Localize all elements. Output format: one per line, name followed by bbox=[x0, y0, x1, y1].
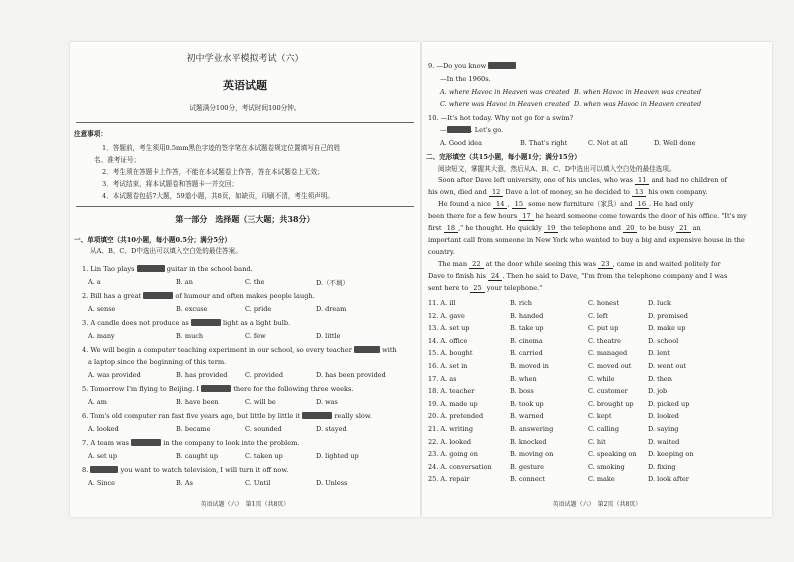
cloze-option[interactable]: B. rich bbox=[510, 299, 532, 307]
exam-header-title: 初中学业水平模拟考试（六） bbox=[186, 54, 304, 64]
option[interactable]: C. few bbox=[245, 332, 266, 340]
cloze-option-first[interactable]: 25. A. repair bbox=[428, 475, 470, 484]
question-text: — bbox=[440, 126, 447, 134]
option[interactable]: D. has been provided bbox=[316, 371, 386, 379]
option[interactable]: B. has provided bbox=[176, 371, 228, 379]
cloze-blank-number: 13 bbox=[632, 188, 646, 197]
cloze-option[interactable]: C. make bbox=[588, 475, 615, 484]
passage-text: , bbox=[507, 200, 512, 208]
cloze-option[interactable]: B. take up bbox=[510, 324, 544, 333]
passage-line bbox=[438, 260, 721, 269]
option[interactable]: C. taken up bbox=[245, 452, 283, 460]
cloze-blank-number: 14 bbox=[493, 200, 507, 209]
cloze-option[interactable]: B. moving on bbox=[510, 450, 554, 459]
question-text: 5. Tomorrow I'm flying to Beijing. I bbox=[82, 385, 200, 393]
question-text: with bbox=[382, 346, 397, 354]
cloze-blank-number: 12 bbox=[489, 188, 503, 197]
option[interactable]: D. lighted up bbox=[316, 452, 359, 460]
cloze-instruction: 阅读短文，掌握其大意，然后从A、B、C、D中选出可以填入空白处的最佳选项。 bbox=[438, 165, 676, 173]
passage-text: he heard someone come towards the door of his office. "It's my bbox=[533, 212, 747, 220]
cloze-option[interactable]: D. lent bbox=[648, 349, 670, 358]
question-text: 4. We will begin a computer teaching experiment in our school, so every teacher bbox=[82, 346, 352, 354]
question-text-continued: —In the 1960s. bbox=[440, 75, 491, 83]
redacted-answer-blank bbox=[447, 126, 471, 133]
passage-text: , came in and waited politely for bbox=[612, 260, 721, 268]
cloze-blank-number: 25 bbox=[470, 284, 484, 293]
cloze-blank-number: 24 bbox=[488, 272, 502, 281]
cloze-option[interactable]: C. put up bbox=[588, 324, 619, 333]
redacted-answer-blank bbox=[90, 466, 118, 473]
option[interactable]: A. am bbox=[88, 398, 107, 406]
divider bbox=[76, 122, 414, 123]
passage-text: at the door while seeing this was bbox=[483, 260, 599, 268]
passage-text: some new furniture（家具）and bbox=[526, 200, 635, 208]
cloze-option[interactable]: D. promised bbox=[648, 311, 688, 320]
cloze-option[interactable]: C. kept bbox=[588, 412, 612, 421]
cloze-option[interactable]: D. went out bbox=[648, 362, 687, 370]
passage-line bbox=[428, 212, 747, 221]
cloze-option[interactable]: C. speaking on bbox=[588, 450, 637, 459]
cloze-option-first[interactable]: 16. A. set in bbox=[428, 362, 468, 370]
cloze-blank-number: 18 bbox=[444, 224, 458, 233]
cloze-option-first[interactable]: 12. A. gave bbox=[428, 311, 465, 320]
page-footer: 英语试题（六） 第1页（共8页） bbox=[200, 501, 290, 508]
exam-page-2 bbox=[422, 42, 772, 517]
question-text: in the company to look into the problem. bbox=[163, 439, 300, 447]
question-text: of humour and often makes people laugh. bbox=[175, 292, 315, 300]
passage-text: the telephone and bbox=[558, 224, 624, 232]
passage-text: Dave to finish his bbox=[428, 272, 488, 280]
question-3 bbox=[82, 319, 290, 327]
passage-text: He found a nice bbox=[438, 200, 494, 208]
cloze-blank-number: 19 bbox=[544, 224, 558, 233]
question-text-continued: a laptop since the beginning of this term. bbox=[88, 358, 227, 366]
passage-text: your telephone." bbox=[484, 284, 543, 292]
option[interactable]: B. As bbox=[176, 479, 193, 487]
cloze-option[interactable]: B. carried bbox=[510, 349, 543, 358]
notice-line: 3．考试结束，将本试题卷和答题卡一并交回； bbox=[102, 180, 239, 188]
cloze-option[interactable]: B. cinema bbox=[510, 336, 543, 345]
question-text: really slow. bbox=[334, 412, 372, 420]
cloze-option-first[interactable]: 23. A. going on bbox=[428, 450, 478, 459]
cloze-option-first[interactable]: 22. A. looked bbox=[428, 437, 472, 446]
cloze-option[interactable]: D. school bbox=[648, 336, 679, 345]
passage-text: first bbox=[428, 224, 444, 232]
passage-text: been there for a few hours bbox=[428, 212, 520, 220]
cloze-blank-number: 20 bbox=[623, 224, 637, 233]
notice-line: 4．本试题卷包括7大题，59道小题，共8页，如缺页，印刷不清，考生须声明。 bbox=[102, 192, 334, 200]
question-8 bbox=[82, 466, 288, 474]
passage-text: Soon after Dave left university, one of his uncles, who was bbox=[438, 176, 636, 184]
option[interactable]: B. became bbox=[176, 425, 211, 433]
question-10-reply bbox=[440, 126, 503, 134]
cloze-option-first[interactable]: 21. A. writing bbox=[428, 425, 474, 433]
cloze-option[interactable]: D. look after bbox=[648, 475, 689, 484]
passage-line bbox=[428, 284, 542, 293]
cloze-option[interactable]: C. honest bbox=[588, 299, 619, 307]
notice-line: 2．考生须在答题卡上作答，不能在本试题卷上作答，答在本试题卷上无效； bbox=[102, 168, 324, 176]
redacted-answer-blank bbox=[137, 265, 165, 272]
question-text: 1. Lin Tao plays bbox=[82, 265, 135, 273]
passage-text: . He had only bbox=[649, 200, 694, 208]
passage-text: Dave a lot of money, so he decided to bbox=[503, 188, 632, 196]
option[interactable]: A. looked bbox=[88, 425, 119, 433]
option[interactable]: C. provided bbox=[245, 371, 283, 379]
passage-line bbox=[428, 248, 455, 256]
option[interactable]: B. when Havoc in Heaven was created bbox=[574, 88, 702, 96]
option[interactable]: B. excuse bbox=[176, 305, 208, 313]
passage-line bbox=[428, 224, 701, 233]
passage-line bbox=[428, 272, 727, 281]
cloze-option[interactable]: B. handed bbox=[510, 311, 544, 320]
option[interactable]: C. the bbox=[245, 278, 265, 286]
question-1 bbox=[82, 265, 253, 273]
cloze-option[interactable]: C. while bbox=[588, 374, 615, 383]
question-2 bbox=[82, 292, 315, 300]
question-text: 8. bbox=[82, 466, 89, 474]
passage-text: to be busy bbox=[637, 224, 677, 232]
cloze-blank-number: 23 bbox=[598, 260, 612, 269]
question-text: guitar in the school band. bbox=[166, 265, 253, 273]
question-text: 9. —Do you know bbox=[428, 62, 487, 70]
question-6 bbox=[82, 412, 372, 420]
redacted-answer-blank bbox=[302, 412, 332, 419]
option[interactable]: A. a bbox=[88, 278, 101, 286]
cloze-option[interactable]: D. waited bbox=[648, 437, 680, 446]
cloze-section-title: 二、完形填空（共15小题，每小题1分；满分15分） bbox=[426, 153, 581, 161]
cloze-option[interactable]: C. brought up bbox=[588, 399, 634, 408]
cloze-option[interactable]: D. looked bbox=[648, 412, 679, 421]
cloze-option[interactable]: D. job bbox=[648, 387, 668, 396]
option[interactable]: C. where was Havoc in Heaven created bbox=[440, 100, 570, 108]
passage-text: his own company. bbox=[646, 188, 708, 196]
cloze-option[interactable]: C. left bbox=[588, 311, 608, 320]
divider bbox=[76, 206, 414, 207]
cloze-option[interactable]: B. took up bbox=[510, 399, 544, 408]
redacted-answer-blank bbox=[131, 439, 161, 446]
passage-text: important call from someone in New York who wanted to buy a big and expensive house in the bbox=[428, 236, 745, 244]
cloze-option[interactable]: B. boss bbox=[510, 387, 534, 396]
question-text: . Let's go. bbox=[470, 126, 504, 134]
option[interactable]: A. Good idea bbox=[440, 139, 483, 147]
option[interactable]: A. where Havoc in Heaven was created bbox=[440, 88, 570, 96]
question-text: 6. Tom's old computer ran fast five years ago, but little by little it bbox=[82, 412, 301, 420]
section-instruction: 从A、B、C、D中选出可以填入空白处的最佳答案。 bbox=[90, 247, 242, 255]
option[interactable]: A. set up bbox=[88, 452, 118, 460]
cloze-option[interactable]: D. keeping on bbox=[648, 450, 694, 459]
section-title: 一、单项填空（共10小题，每小题0.5分；满分5分） bbox=[74, 236, 232, 244]
option[interactable]: A. many bbox=[88, 332, 115, 340]
question-text: 2. Bill has a great bbox=[82, 292, 142, 300]
passage-text: sent here to bbox=[428, 284, 471, 292]
passage-text: The man bbox=[438, 260, 470, 268]
option[interactable]: A. was provided bbox=[88, 371, 141, 379]
option[interactable]: C. pride bbox=[245, 305, 272, 313]
passage-text: country. bbox=[428, 248, 455, 256]
redacted-answer-blank bbox=[143, 292, 173, 299]
notice-title: 注意事项： bbox=[74, 130, 107, 138]
passage-text: his own, died and bbox=[428, 188, 489, 196]
cloze-blank-number: 17 bbox=[519, 212, 533, 221]
redacted-answer-blank bbox=[354, 346, 380, 353]
cloze-option[interactable]: D. saying bbox=[648, 425, 679, 433]
cloze-option-first[interactable]: 24. A. conversation bbox=[428, 462, 492, 471]
cloze-option-first[interactable]: 20. A. pretended bbox=[428, 412, 484, 421]
option[interactable]: D.（不填） bbox=[316, 279, 350, 287]
passage-text: an bbox=[690, 224, 701, 232]
option[interactable]: C. Not at all bbox=[588, 139, 628, 147]
option[interactable]: A. sense bbox=[88, 305, 116, 313]
question-10: 10. —It's hot today. Why not go for a swim? bbox=[428, 114, 574, 122]
question-text: 3. A candle does not produce as bbox=[82, 319, 189, 327]
option[interactable]: C. Until bbox=[245, 479, 271, 487]
part-title: 第一部分 选择题（三大题；共38分） bbox=[175, 214, 315, 224]
cloze-option[interactable]: B. when bbox=[510, 374, 537, 383]
passage-text: . Then he said to Dave, "I'm from the telephone company and I was bbox=[502, 272, 728, 280]
passage-line bbox=[438, 176, 727, 185]
cloze-option-first[interactable]: 17. A. as bbox=[428, 374, 457, 383]
option[interactable]: B. caught up bbox=[176, 452, 218, 460]
passage-line bbox=[428, 236, 745, 244]
question-5 bbox=[82, 385, 354, 393]
cloze-option-first[interactable]: 19. A. made up bbox=[428, 399, 478, 408]
cloze-option[interactable]: D. picked up bbox=[648, 399, 690, 408]
cloze-blank-number: 22 bbox=[469, 260, 483, 269]
cloze-option[interactable]: C. hit bbox=[588, 437, 606, 446]
passage-text: ," he thought. He quickly bbox=[458, 224, 544, 232]
option[interactable]: A. Since bbox=[88, 479, 116, 487]
cloze-option-first[interactable]: 13. A. set up bbox=[428, 324, 470, 333]
cloze-option[interactable]: D. then bbox=[648, 374, 672, 383]
cloze-option-first[interactable]: 11. A. ill bbox=[428, 299, 456, 307]
notice-line: 1．答题前，考生须用0.5mm黑色字迹的签字笔在本试题卷规定位置填写自己的姓 bbox=[102, 144, 341, 152]
cloze-option-first[interactable]: 18. A. teacher bbox=[428, 387, 475, 396]
option[interactable]: D. stayed bbox=[316, 425, 347, 433]
option[interactable]: D. little bbox=[316, 332, 341, 340]
cloze-option[interactable]: C. managed bbox=[588, 349, 628, 358]
cloze-option[interactable]: B. warned bbox=[510, 412, 544, 421]
page-footer: 英语试题（六） 第2页（共8页） bbox=[552, 501, 642, 508]
option[interactable]: B. an bbox=[176, 278, 193, 286]
notice-line: 名、准考证号； bbox=[94, 156, 141, 164]
option[interactable]: D. Unless bbox=[316, 479, 348, 487]
redacted-answer-blank bbox=[191, 319, 221, 326]
cloze-option[interactable]: C. customer bbox=[588, 387, 628, 396]
option[interactable]: C. sounded bbox=[245, 425, 282, 433]
question-text: 7. A team was bbox=[82, 439, 130, 447]
exam-page-1 bbox=[70, 42, 420, 517]
redacted-answer-blank bbox=[201, 385, 231, 392]
option[interactable]: B. much bbox=[176, 332, 204, 340]
passage-line bbox=[438, 200, 694, 209]
option[interactable]: D. dream bbox=[316, 305, 347, 313]
cloze-option[interactable]: C. moved out bbox=[588, 362, 632, 370]
cloze-blank-number: 15 bbox=[512, 200, 526, 209]
option[interactable]: B. have been bbox=[176, 398, 219, 406]
option[interactable]: D. Well done bbox=[654, 139, 696, 147]
subject-title: 英语试题 bbox=[223, 79, 267, 92]
cloze-option[interactable]: B. moved in bbox=[510, 362, 549, 370]
option[interactable]: C. will be bbox=[245, 398, 276, 406]
cloze-option[interactable]: C. calling bbox=[588, 425, 619, 433]
cloze-option[interactable]: B. knocked bbox=[510, 437, 547, 446]
cloze-blank-number: 21 bbox=[676, 224, 690, 233]
question-text: you want to watch television, I will turn it off now. bbox=[120, 466, 289, 474]
question-text: there for the following three weeks. bbox=[233, 385, 354, 393]
question-text: light as a light bulb. bbox=[223, 319, 291, 327]
option[interactable]: B. That's right bbox=[520, 139, 568, 147]
cloze-option[interactable]: B. gesture bbox=[510, 462, 545, 471]
cloze-option[interactable]: C. smoking bbox=[588, 462, 625, 471]
cloze-blank-number: 16 bbox=[635, 200, 649, 209]
cloze-option-first[interactable]: 15. A. bought bbox=[428, 349, 473, 358]
cloze-option[interactable]: B. answering bbox=[510, 425, 554, 433]
score-info: 试题满分100分，考试时间100分钟。 bbox=[189, 104, 301, 112]
question-4 bbox=[82, 346, 397, 354]
cloze-option-first[interactable]: 14. A. office bbox=[428, 336, 468, 345]
cloze-option[interactable]: D. luck bbox=[648, 299, 671, 307]
cloze-blank-number: 11 bbox=[635, 176, 649, 185]
cloze-option[interactable]: D. fixing bbox=[648, 462, 676, 471]
option[interactable]: D. when was Havoc in Heaven created bbox=[574, 100, 702, 108]
passage-line bbox=[428, 188, 707, 197]
cloze-option[interactable]: C. theatre bbox=[588, 336, 621, 345]
cloze-option[interactable]: B. connect bbox=[510, 475, 545, 484]
redacted-answer-blank bbox=[488, 62, 516, 69]
cloze-option[interactable]: D. make up bbox=[648, 324, 686, 333]
question-7 bbox=[82, 439, 300, 447]
passage-text: and had no children of bbox=[649, 176, 727, 184]
question-9 bbox=[428, 62, 516, 70]
option[interactable]: D. was bbox=[316, 398, 338, 406]
